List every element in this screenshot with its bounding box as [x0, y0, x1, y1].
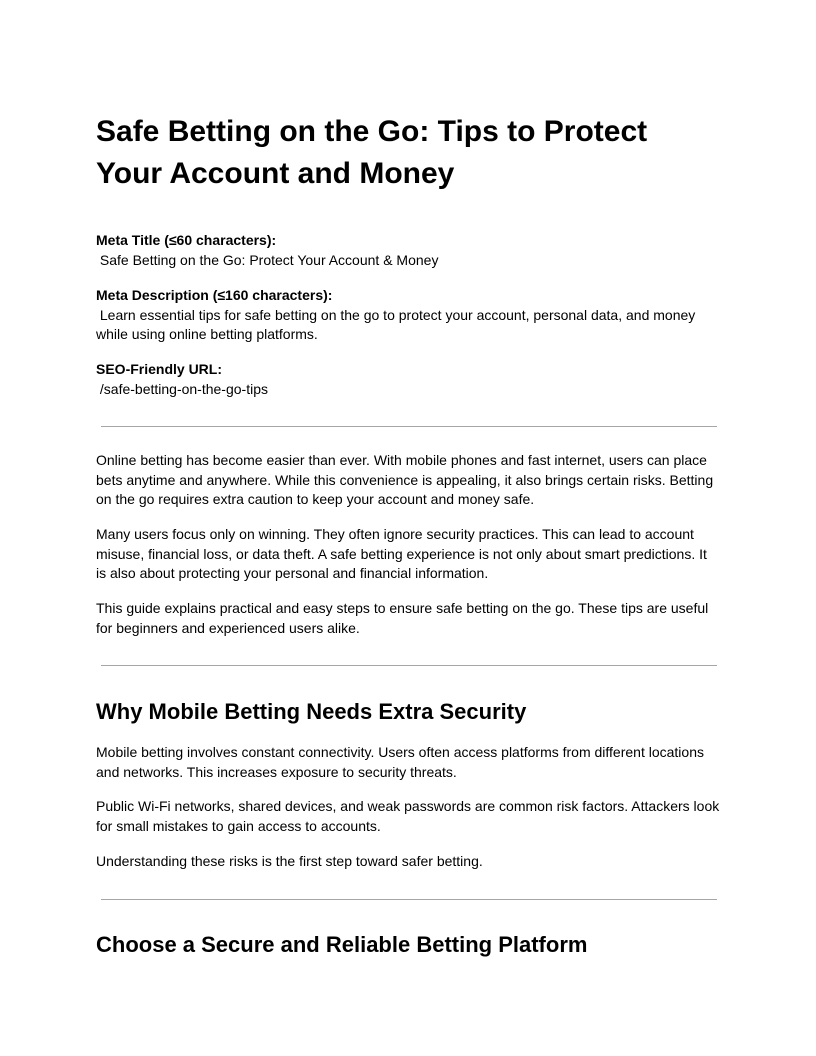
meta-title-value: Safe Betting on the Go: Protect Your Account & Money	[96, 251, 439, 268]
document-title: Safe Betting on the Go: Tips to Protect Your Account and Money	[96, 115, 648, 190]
horizontal-divider	[101, 426, 717, 427]
meta-description-block	[96, 286, 720, 345]
meta-title-label: Meta Title (≤60 characters):	[96, 232, 277, 248]
meta-title-block	[96, 231, 720, 270]
meta-description-label: Meta Description (≤160 characters):	[96, 287, 333, 303]
section1-paragraph-2: Public Wi-Fi networks, shared devices, and weak passwords are common risk factors. Attackers look for small mistakes to gain access to accounts.	[96, 798, 720, 834]
section1-paragraph-3: Understanding these risks is the first step toward safer betting.	[96, 853, 483, 869]
intro-paragraph-3: This guide explains practical and easy steps to ensure safe betting on the go. These tips are useful for beginners and experienced users alike.	[96, 600, 709, 636]
meta-description-value: Learn essential tips for safe betting on the go to protect your account, personal data, and money while using online betting platforms.	[96, 306, 700, 342]
intro-paragraph-1: Online betting has become easier than ever. With mobile phones and fast internet, users can place bets anytime and anywhere. While this convenience is appealing, it also brings certain risks. Betting on the go requires extra caution to keep your account and money safe.	[96, 452, 714, 507]
seo-url-block	[96, 360, 720, 399]
section1-paragraph-1: Mobile betting involves constant connectivity. Users often access platforms from different locations and networks. This increases exposure to security threats.	[96, 744, 704, 780]
seo-url-value: /safe-betting-on-the-go-tips	[96, 380, 268, 397]
intro-paragraph-2: Many users focus only on winning. They often ignore security practices. This can lead to account misuse, financial loss, or data theft. A safe betting experience is not only about smart predictions. It is also about protecting your personal and financial information.	[96, 526, 707, 581]
section-heading-mobile-security: Why Mobile Betting Needs Extra Security	[96, 699, 527, 724]
section-heading-secure-platform: Choose a Secure and Reliable Betting Platform	[96, 932, 588, 957]
horizontal-divider	[101, 665, 717, 666]
seo-url-label: SEO-Friendly URL:	[96, 361, 223, 377]
horizontal-divider	[101, 899, 717, 900]
